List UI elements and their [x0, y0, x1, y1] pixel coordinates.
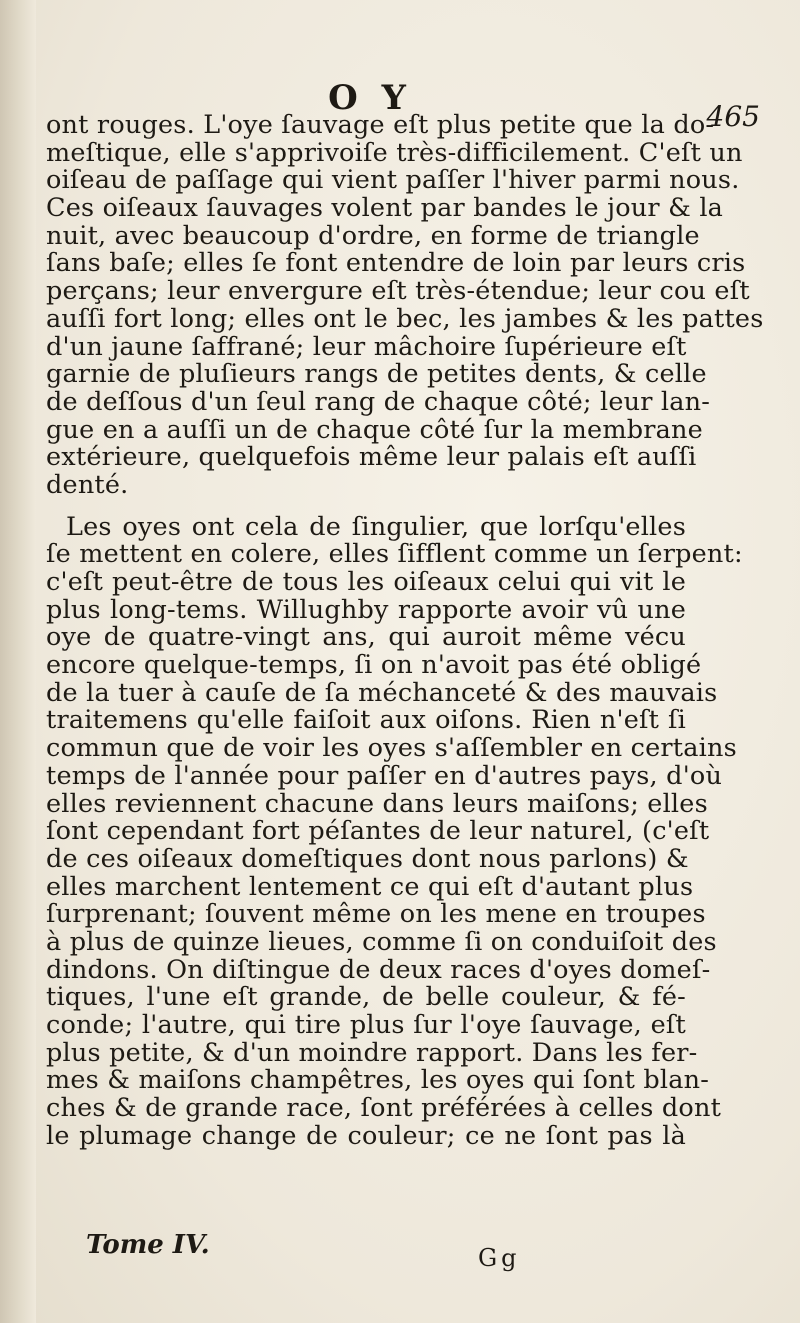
text-line: nuit, avec beaucoup d'ordre, en forme de triangle [46, 220, 700, 251]
text-line: ſurprenant; ſouvent même on les mene en troupes [46, 899, 706, 930]
text-line: de la tuer à cauſe de ſa méchanceté & des mauvais [46, 677, 718, 708]
paragraph-2 [46, 511, 743, 1151]
text-line: temps de l'année pour paſſer en d'autres pays, d'où [46, 760, 723, 791]
text-line: Ces oiſeaux ſauvages volent par bandes le jour & la [46, 193, 724, 224]
text-line: à plus de quinze lieues, comme ſi on conduiſoit des [46, 926, 717, 957]
text-line: mes & maiſons champêtres, les oyes qui ſont blan- [46, 1065, 710, 1096]
text-line: conde; l'autre, qui tire plus ſur l'oye ſauvage, eſt [46, 1010, 686, 1040]
text-line: encore quelque-temps, ſi on n'avoit pas été obligé [46, 650, 702, 681]
text-line: denté. [46, 469, 129, 500]
book-spine-margin [0, 0, 37, 1323]
text-line: traitemens qu'elle faiſoit aux oiſons. Rien n'eſt ſi [46, 705, 686, 736]
text-line: ſe mettent en colere, elles ſifflent comme un ſerpent: [46, 539, 743, 570]
page-number: 465 [706, 100, 760, 133]
text-line: commun que de voir les oyes s'aſſembler en certains [46, 733, 737, 764]
text-line: plus long-tems. Willughby rapporte avoir vû une [46, 594, 686, 625]
text-line: extérieure, quelquefois même leur palais eſt auſſi [46, 442, 697, 473]
text-line: Les oyes ont cela de ſingulier, que lorſqu'elles [66, 511, 686, 542]
text-line: auſſi fort long; elles ont le bec, les jambes & les pattes [46, 303, 764, 334]
signature-mark: Gg [478, 1244, 521, 1272]
running-head: O Y [328, 78, 412, 118]
text-line: le plumage change de couleur; ce ne ſont pas là [46, 1120, 686, 1151]
text-line: ont rouges. L'oye ſauvage eſt plus petite que la do- [46, 110, 715, 140]
text-line: tiques, l'une eſt grande, de belle couleur, & fé- [46, 982, 686, 1013]
volume-label: Tome IV. [86, 1230, 210, 1260]
text-line: de ces oiſeaux domeſtiques dont nous parlons) & [46, 843, 689, 874]
text-line: ſont cependant fort péſantes de leur naturel, (c'eſt [46, 816, 710, 847]
text-line: perçans; leur envergure eſt très-étendue; leur cou eſt [46, 276, 750, 307]
text-line: dindons. On diſtingue de deux races d'oyes domeſ- [46, 954, 711, 985]
text-line: oye de quatre-vingt ans, qui auroit même vécu [46, 622, 686, 653]
text-line: ches & de grande race, ſont préférées à celles dont [46, 1093, 722, 1124]
text-line: elles reviennent chacune dans leurs maiſons; elles [46, 788, 708, 819]
text-line: d'un jaune ſaffrané; leur mâchoire ſupérieure eſt [46, 331, 687, 362]
text-line: gue en a auſſi un de chaque côté ſur la membrane [46, 414, 703, 445]
text-line: c'eſt peut-être de tous les oiſeaux celui qui vit le [46, 567, 686, 597]
text-line: meſtique, elle s'apprivoiſe très-difficilement. C'eſt un [46, 137, 743, 168]
text-line: elles marchent lentement ce qui eſt d'autant plus [46, 871, 694, 902]
text-line: de deſſous d'un ſeul rang de chaque côté; leur lan- [46, 386, 711, 417]
text-line: plus petite, & d'un moindre rapport. Dans les fer- [46, 1037, 698, 1068]
text-line: ſans baſe; elles ſe font entendre de loin par leurs cris [46, 248, 746, 279]
text-line: garnie de pluſieurs rangs de petites dents, & celle [46, 359, 707, 390]
text-line: oiſeau de paſſage qui vient paſſer l'hiver parmi nous. [46, 165, 740, 196]
